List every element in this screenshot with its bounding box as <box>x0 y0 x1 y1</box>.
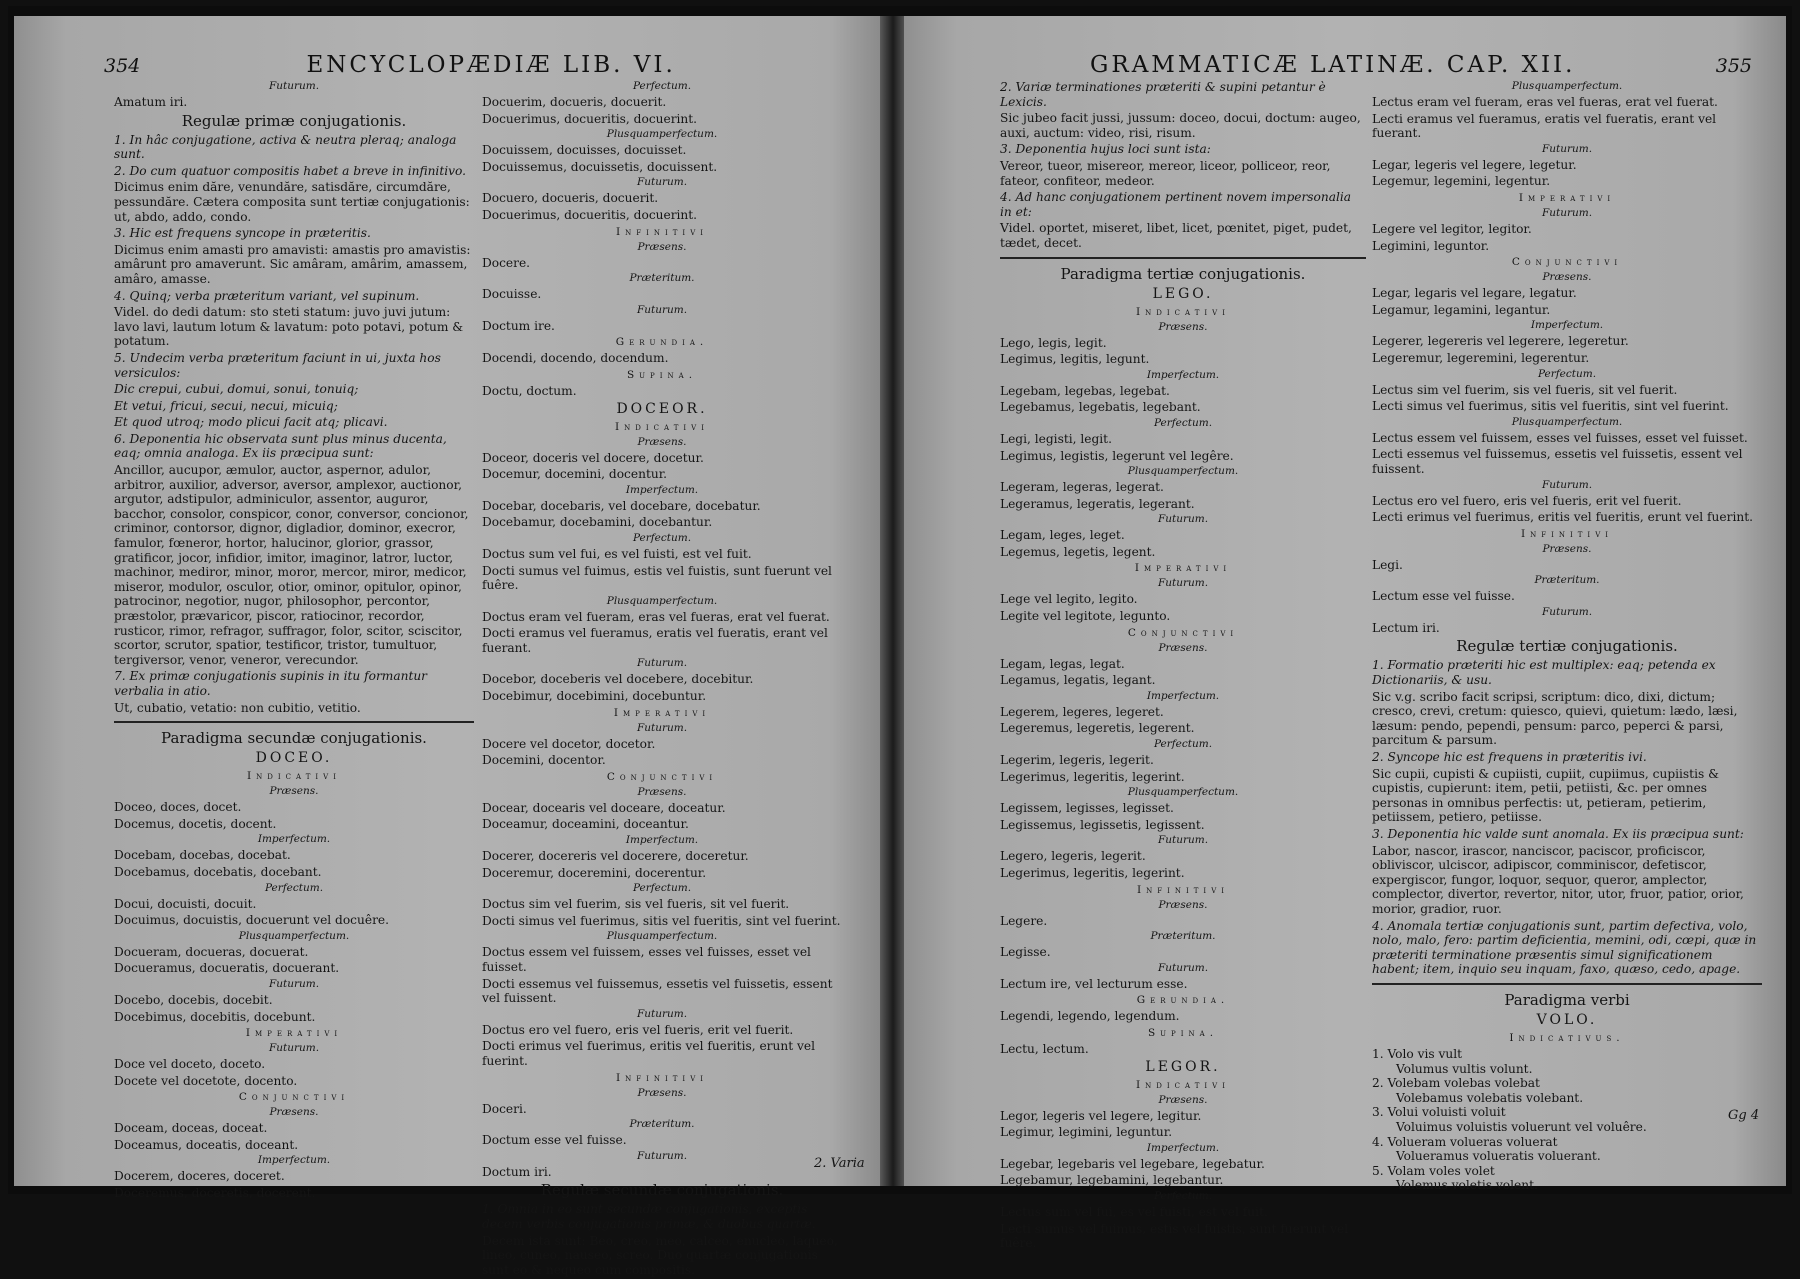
volo-paradigm-list <box>1372 1047 1762 1193</box>
text-line: Plusquamperfectum. <box>606 594 718 607</box>
text-line: Doctum esse vel fuisse. <box>482 1133 627 1148</box>
text-line: Legeramus, legeratis, legerant. <box>1000 496 1195 511</box>
text-line: Imperfectum. <box>257 833 331 846</box>
text-line: Docebo, docebis, docebit. <box>114 992 273 1007</box>
text-line: Docebimur, docebimini, docebuntur. <box>482 689 707 704</box>
text-line: Doceo, doces, docet. <box>114 800 242 815</box>
text-line: DOCEOR. <box>616 400 708 417</box>
text-line: Plusquamperfectum. <box>606 128 718 141</box>
text-line: Lecti essemus vel fuissemus, essetis vel fuissetis, essent vel fuissent. <box>1372 447 1743 476</box>
right-column-2-text <box>1372 80 1762 1045</box>
text-line: Præsens. <box>269 785 319 798</box>
text-line: Legar, legeris vel legere, legetur. <box>1372 157 1577 172</box>
text-line: Legissem, legisses, legisset. <box>1000 801 1174 816</box>
text-line: LEGOR. <box>1145 1058 1221 1075</box>
section-rule <box>1372 983 1762 985</box>
text-line: Legebamus, legebatis, legebant. <box>1000 400 1201 415</box>
text-line: Docuisse. <box>482 287 542 302</box>
text-line: Doceamur, doceamini, doceantur. <box>482 817 689 832</box>
text-line: Docete vel docetote, docento. <box>114 1073 298 1088</box>
text-line: Amatum iri. <box>114 95 188 109</box>
text-line: Docuissemus, docuissetis, docuissent. <box>482 159 718 174</box>
text-line: Legere vel legitor, legitor. <box>1372 221 1532 236</box>
text-line: Legimur, legimini, leguntur. <box>1000 1125 1173 1140</box>
text-line: Perfectum. <box>1153 1189 1213 1202</box>
text-line: Imperfectum. <box>1146 368 1220 381</box>
text-line: VOLO. <box>1536 1011 1598 1028</box>
text-line: Futurum. <box>1157 513 1209 526</box>
text-line: Doceor, doceris vel docere, docetur. <box>482 450 704 465</box>
text-line: Lectum esse vel fuisse. <box>1372 589 1515 604</box>
text-line: Plusquamperfectum. <box>606 930 718 943</box>
text-line: Plusquamperfectum. <box>1127 465 1239 478</box>
text-line: Præsens. <box>269 1106 319 1119</box>
text-line: Conjunctivi <box>606 770 718 783</box>
text-line: Legam, legas, legat. <box>1000 656 1125 671</box>
text-line: Doceam, doceas, doceat. <box>114 1121 268 1136</box>
text-line: Legor, legeris vel legere, legitur. <box>1000 1108 1202 1123</box>
text-line: Decem ista sunt: Beo, creo, meo, calceo, enucleo, laqueo, lineo, cuneo, nauseo, screo. Duo quartæ conjugationis sunt eo & nequeo cum compositis. <box>482 1233 838 1277</box>
left-title: ENCYCLOPÆDIÆ LIB. VI. <box>306 52 676 78</box>
text-line: Futurum. <box>636 1149 688 1162</box>
text-line: Sic v.g. scribo facit scripsi, scriptum: dico, dixi, dictum; cresco, crevi, cretum: quiesco, quievi, quietum: lædo, læsi, læsum: pendo, pependi, pensum: parco, peperci & parsi, parcitum & parsum. <box>1372 689 1738 748</box>
text-line: 3. Deponentia hic valde sunt anomala. Ex iis præcipua sunt: <box>1372 827 1744 841</box>
text-line: Legerim, legeris, legerit. <box>1000 753 1154 768</box>
text-line: Legar, legaris vel legare, legatur. <box>1372 286 1577 301</box>
text-line: Docueram, docueras, docuerat. <box>114 944 309 959</box>
text-line: Futurum. <box>636 176 688 189</box>
volo-form: 5. Volam voles volet <box>1372 1163 1495 1178</box>
text-line: Futurum. <box>1541 605 1593 618</box>
left-page-number: 354 <box>104 55 141 77</box>
text-line: Præteritum. <box>629 272 695 285</box>
text-line: Docti simus vel fuerimus, sitis vel fueritis, sint vel fuerint. <box>482 913 841 928</box>
text-line: Lectus ero vel fuero, eris vel fueris, erit vel fuerit. <box>1372 493 1682 508</box>
text-line: Præteritum. <box>1150 930 1216 943</box>
text-line: Præsens. <box>1158 1093 1208 1106</box>
text-line: Labor, nascor, irascor, nanciscor, paciscor, proficiscor, obliviscor, ulciscor, adipiscor, comminiscor, defetiscor, expergiscor, fungor, loquor, sequor, queror, amplector, complector, divertor, revertor, nitor, utor, fruor, patior, orior, morior, gradior, ruor. <box>1372 843 1744 916</box>
text-line: Lectus eram vel fueram, eras vel fueras, erat vel fuerat. <box>1372 95 1718 109</box>
text-line: Doctus ero vel fuero, eris vel fueris, erit vel fuerit. <box>482 1022 794 1037</box>
text-line: 2. Do cum quatuor compositis habet a breve in infinitivo. <box>114 163 467 178</box>
text-line: Sic jubeo facit jussi, jussum: doceo, docui, doctum: augeo, auxi, auctum: video, risi, risum. <box>1000 111 1361 140</box>
text-line: Plusquamperfectum. <box>1127 786 1239 799</box>
left-page <box>14 16 882 1277</box>
text-line: Ancillor, aucupor, æmulor, auctor, aspernor, adulor, arbitror, auxilior, adversor, aversor, amplexor, auctionor, argutor, adstipulor, adminiculor, assentor, auguror, bacchor, consolor, conspicor, conor, conversor, concionor, criminor, contorsor, dignor, digladior, dominor, execror, famulor, fœneror, hortor, halucinor, glorior, grassor, gratificor, jocor, infidior, imitor, imaginor, latror, luctor, machinor, mediror, minor, moror, mercor, miror, medicor, miseror, modulor, osculor, otior, ominor, opitulor, opinor, patrocinor, negotior, nugor, philosophor, percontor, præstolor, prævaricor, piscor, ratiocinor, recordor, rusticor, rimor, refragor, suffragor, folor, scitor, sciscitor, scortor, scrutor, spatior, testificor, tristor, tumultuor, tergiversor, venor, veneror, verecundor. <box>114 463 469 667</box>
text-line: Gerundia. <box>1136 994 1230 1007</box>
text-line: Legi, legisti, legit. <box>1000 431 1112 446</box>
text-line: Perfectum. <box>264 881 324 894</box>
text-line: Lectus sim vel fuerim, sis vel fueris, sit vel fuerit. <box>1372 382 1678 397</box>
text-line: Legendi, legendo, legendum. <box>1000 1009 1180 1024</box>
text-line: Futurum. <box>636 1007 688 1020</box>
text-line: Ut, cubatio, vetatio: non cubitio, vetitio. <box>114 700 361 715</box>
text-line: Legam, leges, leget. <box>1000 528 1125 543</box>
volo-form: 4. Volueram volueras voluerat <box>1372 1134 1558 1149</box>
text-line: 7. Ex primæ conjugationis supinis in itu formantur verbalia in atio. <box>114 669 428 698</box>
text-line: Futurum. <box>1157 834 1209 847</box>
text-line: Futurum. <box>268 1042 320 1055</box>
text-line: Docerer, docereris vel docerere, doceretur. <box>482 849 749 864</box>
text-line: Docuimus, docuistis, docuerunt vel docuêre. <box>114 913 389 928</box>
text-line: Lectus essem vel fuissem, esses vel fuisses, esset vel fuisset. <box>1372 430 1748 445</box>
right-page-number: 355 <box>1715 55 1752 77</box>
text-line: Legebar, legebaris vel legebare, legebatur. <box>1000 1156 1265 1171</box>
text-line: Præsens. <box>637 240 687 253</box>
text-line: Præsens. <box>1158 320 1208 333</box>
text-line: Doctus eram vel fueram, eras vel fueras, erat vel fuerat. <box>482 609 830 624</box>
text-line: Futurum. <box>1541 206 1593 219</box>
text-line: Docemini, docentor. <box>482 753 606 768</box>
left-column-2 <box>482 80 842 1279</box>
text-line: Videl. oportet, miseret, libet, licet, pœnitet, piget, pudet, tædet, decet. <box>1000 221 1352 250</box>
text-line: Paradigma tertiæ conjugationis. <box>1060 264 1306 283</box>
text-line: Vereor, tueor, misereor, mereor, liceor, polliceor, reor, fateor, confiteor, medeor. <box>1000 158 1331 188</box>
text-line: Lectu, lectum. <box>1000 1041 1089 1056</box>
text-line: DOCEO. <box>255 750 333 767</box>
text-line: Doceamus, doceatis, doceant. <box>114 1137 299 1152</box>
text-line: Legimini, leguntor. <box>1372 238 1490 253</box>
text-line: Futurum. <box>268 80 320 92</box>
section-rule <box>114 721 474 723</box>
text-line: Legisse. <box>1000 945 1051 960</box>
text-line: Indicativi <box>1136 305 1230 318</box>
text-line: Docti essemus vel fuissemus, essetis vel fuissetis, essent vel fuissent. <box>482 976 833 1006</box>
text-line: Lectum iri. <box>1372 620 1440 635</box>
text-line: Legebamur, legebamini, legebantur. <box>1000 1173 1224 1188</box>
volo-form: 2. Volebam volebas volebat <box>1372 1076 1540 1091</box>
text-line: Dicimus enim dăre, venundăre, satisdăre, circumdăre, pessundăre. Cætera composita sunt tertiæ conjugationis: ut, abdo, addo, condo. <box>114 180 470 224</box>
text-line: Futurum. <box>636 721 688 734</box>
right-running-head <box>1090 52 1752 78</box>
text-line: Doctum iri. <box>482 1164 552 1179</box>
text-line: Infinitivi <box>1520 527 1614 540</box>
text-line: Dic crepui, cubui, domui, sonui, tonuiq; <box>114 382 359 397</box>
text-line: Perfectum. <box>632 882 692 895</box>
text-line: Perfectum. <box>1153 416 1213 429</box>
text-line: Videl. do dedi datum: sto steti statum: juvo juvi jutum: lavo lavi, lautum lotum & lavatum: poto potavi, potum & potatum. <box>114 305 464 349</box>
text-line: Sic cupii, cupisti & cupiisti, cupiit, cupiimus, cupiistis & cupistis, cupierunt: item, petii, petiisti, &c. per omnes personas in omnibus perfectis: ut, petieram, petierim, petiissem, petiero, petiisse. <box>1372 766 1719 825</box>
text-line: Imperfectum. <box>1530 319 1604 332</box>
text-line: Legamur, legamini, legantur. <box>1372 302 1551 317</box>
text-line: Docuissem, docuisses, docuisset. <box>482 143 687 158</box>
left-catchword: 2. Varia <box>814 1156 865 1171</box>
text-line: Indicativi <box>247 770 341 783</box>
text-line: 2. Syncope hic est frequens in præteritis ivi. <box>1372 750 1647 765</box>
text-line: 1. Omnia in eo sunt secundæ conjugationis, exceptis decem verbis conjugationis primæ, & duobus quartæ. <box>482 1202 816 1231</box>
book-spread <box>8 6 1792 1277</box>
text-line: Infinitivi <box>615 225 709 238</box>
text-line: Præsens. <box>637 785 687 798</box>
text-line: Imperfectum. <box>625 483 699 496</box>
text-line: Doceremus, doceretis, docerent. <box>114 1186 316 1201</box>
text-line: Lege vel legito, legito. <box>1000 592 1138 607</box>
text-line: 4. Anomala tertiæ conjugationis sunt, partim defectiva, volo, nolo, malo, fero: partim deficientia, memini, odi, cœpi, quæ in præteriti terminatione præsentis simul significationem habent; item, inquio seu inquam, faxo, quæso, cedo, apage. <box>1372 918 1757 977</box>
text-line: Legi. <box>1372 557 1403 572</box>
text-line: Præsens. <box>637 435 687 448</box>
text-line: Legero, legeris, legerit. <box>1000 849 1146 864</box>
text-line: Legeremur, legeremini, legerentur. <box>1372 350 1590 365</box>
text-line: Lectus sum vel fui, es vel fuisti, est vel fuit. <box>1000 1204 1268 1219</box>
text-line: Docuerim, docueris, docuerit. <box>482 95 667 109</box>
text-line: 1. In hâc conjugatione, activa & neutra pleraq; analoga sunt. <box>114 132 457 162</box>
text-line: Docti sumus vel fuimus, estis vel fuistis, sunt fuerunt vel fuêre. <box>482 563 832 593</box>
text-line: Indicativi <box>615 420 709 433</box>
text-line: Legemus, legetis, legent. <box>1000 544 1156 559</box>
text-line: Doctu, doctum. <box>482 383 577 398</box>
text-line: Futurum. <box>1157 577 1209 590</box>
text-line: Plusquamperfectum. <box>238 929 350 942</box>
text-line: Docebimus, docebitis, docebunt. <box>114 1009 316 1024</box>
text-line: Futurum. <box>636 657 688 670</box>
text-line: Lecti sumus vel fuimus, estis vel fuistis, sunt fuerunt vel fuêre. <box>1000 1221 1349 1251</box>
text-line: Perfectum. <box>632 80 692 92</box>
text-line: Docebamus, docebatis, docebant. <box>114 864 322 879</box>
text-line: Legimus, legistis, legerunt vel legêre. <box>1000 448 1234 463</box>
text-line: Conjunctivi <box>1127 626 1239 639</box>
text-line: Infinitivi <box>1136 883 1230 896</box>
book-gutter <box>880 16 906 1186</box>
text-line: Docti eramus vel fueramus, eratis vel fueratis, erant vel fuerant. <box>482 626 828 655</box>
text-line: Legere. <box>1000 913 1048 928</box>
text-line: Legissemus, legissetis, legissent. <box>1000 817 1205 832</box>
text-line: Futurum. <box>1541 478 1593 491</box>
text-line: 4. Ad hanc conjugationem pertinent novem impersonalia in et: <box>1000 190 1352 219</box>
text-line: 5. Undecim verba præteritum faciunt in ui, juxta hos versiculos: <box>114 350 441 380</box>
text-line: Indicativus. <box>1509 1031 1625 1044</box>
text-line: Præsens. <box>1158 641 1208 654</box>
volo-form: 1. Volo vis vult <box>1372 1046 1463 1061</box>
text-line: 2. Variæ terminationes præteriti & supini petantur è Lexicis. <box>1000 80 1326 109</box>
volo-form: 3. Volui voluisti voluit <box>1372 1105 1506 1120</box>
text-line: Legerer, legereris vel legerere, legeretur. <box>1372 334 1629 349</box>
text-line: Et quod utroq; modo plicui facit atq; plicavi. <box>114 415 388 430</box>
text-line: Imperfectum. <box>257 1154 331 1167</box>
text-line: Docerem, doceres, doceret. <box>114 1169 285 1184</box>
text-line: Præteritum. <box>629 1118 695 1131</box>
text-line: Plusquamperfectum. <box>1511 80 1623 92</box>
text-line: Docuero, docueris, docuerit. <box>482 191 659 206</box>
text-line: Supina. <box>1147 1026 1219 1039</box>
text-line: Regulæ secundæ conjugationis. <box>540 1181 784 1200</box>
text-line: Præteritum. <box>1534 574 1600 587</box>
text-line: Futurum. <box>268 977 320 990</box>
text-line: Docebam, docebas, docebat. <box>114 848 291 863</box>
text-line: Conjunctivi <box>1511 256 1623 269</box>
text-line: Imperfectum. <box>1146 689 1220 702</box>
text-line: Legerimus, legeritis, legerint. <box>1000 866 1185 880</box>
text-line: Futurum. <box>1157 961 1209 974</box>
text-line: Infinitivi <box>615 1071 709 1084</box>
text-line: Imperativi <box>245 1027 343 1040</box>
text-line: 3. Deponentia hujus loci sunt ista: <box>1000 142 1211 157</box>
text-line: Præsens. <box>1158 898 1208 911</box>
text-line: Paradigma secundæ conjugationis. <box>161 729 427 748</box>
text-line: Dicimus enim amasti pro amavisti: amastis pro amavistis: amârunt pro amaverunt. Sic amâram, amârim, amassem, amâro, amasse. <box>114 242 471 286</box>
text-line: Docti erimus vel fuerimus, eritis vel fueritis, erunt vel fuerint. <box>482 1039 815 1068</box>
text-line: Perfectum. <box>1153 738 1213 751</box>
text-line: Regulæ primæ conjugationis. <box>181 111 407 130</box>
text-line: Docebamur, docebamini, docebantur. <box>482 515 713 530</box>
text-line: Docere. <box>482 255 531 270</box>
text-line: Indicativi <box>1136 1078 1230 1091</box>
section-rule <box>1000 257 1366 259</box>
text-line: Docemus, docetis, docent. <box>114 816 277 831</box>
text-line: Conjunctivi <box>238 1091 350 1104</box>
text-line: Lecti simus vel fuerimus, sitis vel fueritis, sint vel fuerint. <box>1372 399 1729 414</box>
text-line: LEGO. <box>1152 285 1214 302</box>
volo-form: Volebamus volebatis volebant. <box>1396 1090 1584 1105</box>
text-line: Legerimus, legeritis, legerint. <box>1000 769 1185 784</box>
text-line: Legeremus, legeretis, legerent. <box>1000 721 1195 736</box>
text-line: Doctus sum vel fui, es vel fuisti, est vel fuit. <box>482 546 752 561</box>
text-line: Docebor, doceberis vel docebere, docebitur. <box>482 672 754 687</box>
text-line: 4. Quinq; verba præteritum variant, vel supinum. <box>114 288 420 303</box>
text-line: Lecti eramus vel fueramus, eratis vel fueratis, erant vel fuerant. <box>1372 111 1717 141</box>
text-line: Legimus, legitis, legunt. <box>1000 352 1150 367</box>
text-line: Doctus sim vel fuerim, sis vel fueris, sit vel fuerit. <box>482 897 790 912</box>
right-column-1 <box>1000 80 1366 1253</box>
right-column-2 <box>1372 80 1762 1193</box>
text-line: Perfectum. <box>632 531 692 544</box>
text-line: Legebam, legebas, legebat. <box>1000 383 1170 398</box>
text-line: Legeram, legeras, legerat. <box>1000 480 1164 495</box>
text-line: Futurum. <box>1541 142 1593 155</box>
volo-form: Volumus vultis volunt. <box>1396 1061 1533 1076</box>
text-line: Doceri. <box>482 1101 527 1116</box>
volo-form: Volueramus volueratis voluerant. <box>1396 1149 1601 1164</box>
text-line: Legite vel legitote, legunto. <box>1000 609 1171 624</box>
text-line: Perfectum. <box>1537 367 1597 380</box>
text-line: Legemur, legemini, legentur. <box>1372 174 1551 189</box>
text-line: Imperfectum. <box>1146 1141 1220 1154</box>
right-title: GRAMMATICÆ LATINÆ. CAP. XII. <box>1090 52 1576 78</box>
text-line: Paradigma verbi <box>1504 990 1630 1009</box>
text-line: Legerem, legeres, legeret. <box>1000 704 1164 719</box>
text-line: Docuerimus, docueritis, docuerint. <box>482 207 698 222</box>
text-line: Gerundia. <box>615 336 709 349</box>
text-line: 6. Deponentia hic observata sunt plus minus ducenta, eaq; omnia analoga. Ex iis præcipua sunt: <box>114 431 447 461</box>
text-line: Plusquamperfectum. <box>1511 415 1623 428</box>
text-line: Docui, docuisti, docuit. <box>114 896 257 911</box>
text-line: Imperativi <box>1134 562 1232 575</box>
text-line: 3. Hic est frequens syncope in præteritis. <box>114 226 371 241</box>
text-line: Præsens. <box>1542 271 1592 284</box>
text-line: Doctum ire. <box>482 318 555 333</box>
text-line: Et vetui, fricui, secui, necui, micuiq; <box>114 398 338 413</box>
left-column-1 <box>114 80 474 1203</box>
text-line: Docebar, docebaris, vel docebare, docebatur. <box>482 498 761 513</box>
text-line: Supina. <box>626 368 698 381</box>
volo-form: Volemus voletis volent. <box>1396 1178 1538 1193</box>
text-line: Docuerimus, docueritis, docuerint. <box>482 111 698 126</box>
text-line: Lecti erimus vel fuerimus, eritis vel fueritis, erunt vel fuerint. <box>1372 510 1753 525</box>
right-page <box>904 16 1786 1251</box>
text-line: Doceremur, doceremini, docerentur. <box>482 865 707 880</box>
text-line: Doctus essem vel fuissem, esses vel fuisses, esset vel fuisset. <box>482 945 811 974</box>
text-line: Legamus, legatis, legant. <box>1000 673 1156 688</box>
text-line: Imperativi <box>1518 191 1616 204</box>
text-line: Docear, docearis vel doceare, doceatur. <box>482 800 726 815</box>
volo-form: Voluimus voluistis voluerunt vel voluêre. <box>1396 1119 1647 1134</box>
text-line: Præsens. <box>1542 542 1592 555</box>
text-line: Doce vel doceto, doceto. <box>114 1057 266 1072</box>
text-line: Docemur, docemini, docentur. <box>482 467 668 482</box>
text-line: Præsens. <box>637 1086 687 1099</box>
text-line: Futurum. <box>636 303 688 316</box>
text-line: Lego, legis, legit. <box>1000 335 1107 350</box>
text-line: Docere vel docetor, docetor. <box>482 736 656 751</box>
text-line: Docendi, docendo, docendum. <box>482 351 669 366</box>
text-line: 1. Formatio præteriti hic est multiplex: eaq; petenda ex Dictionariis, & usu. <box>1372 658 1716 688</box>
text-line: Lectum ire, vel lecturum esse. <box>1000 976 1188 991</box>
text-line: Imperfectum. <box>625 834 699 847</box>
text-line: Regulæ tertiæ conjugationis. <box>1456 637 1678 656</box>
left-running-head <box>104 52 842 78</box>
text-line: Docueramus, docueratis, docuerant. <box>114 961 340 976</box>
right-catchword: Gg 4 <box>1728 1108 1760 1123</box>
text-line: Imperativi <box>613 706 711 719</box>
